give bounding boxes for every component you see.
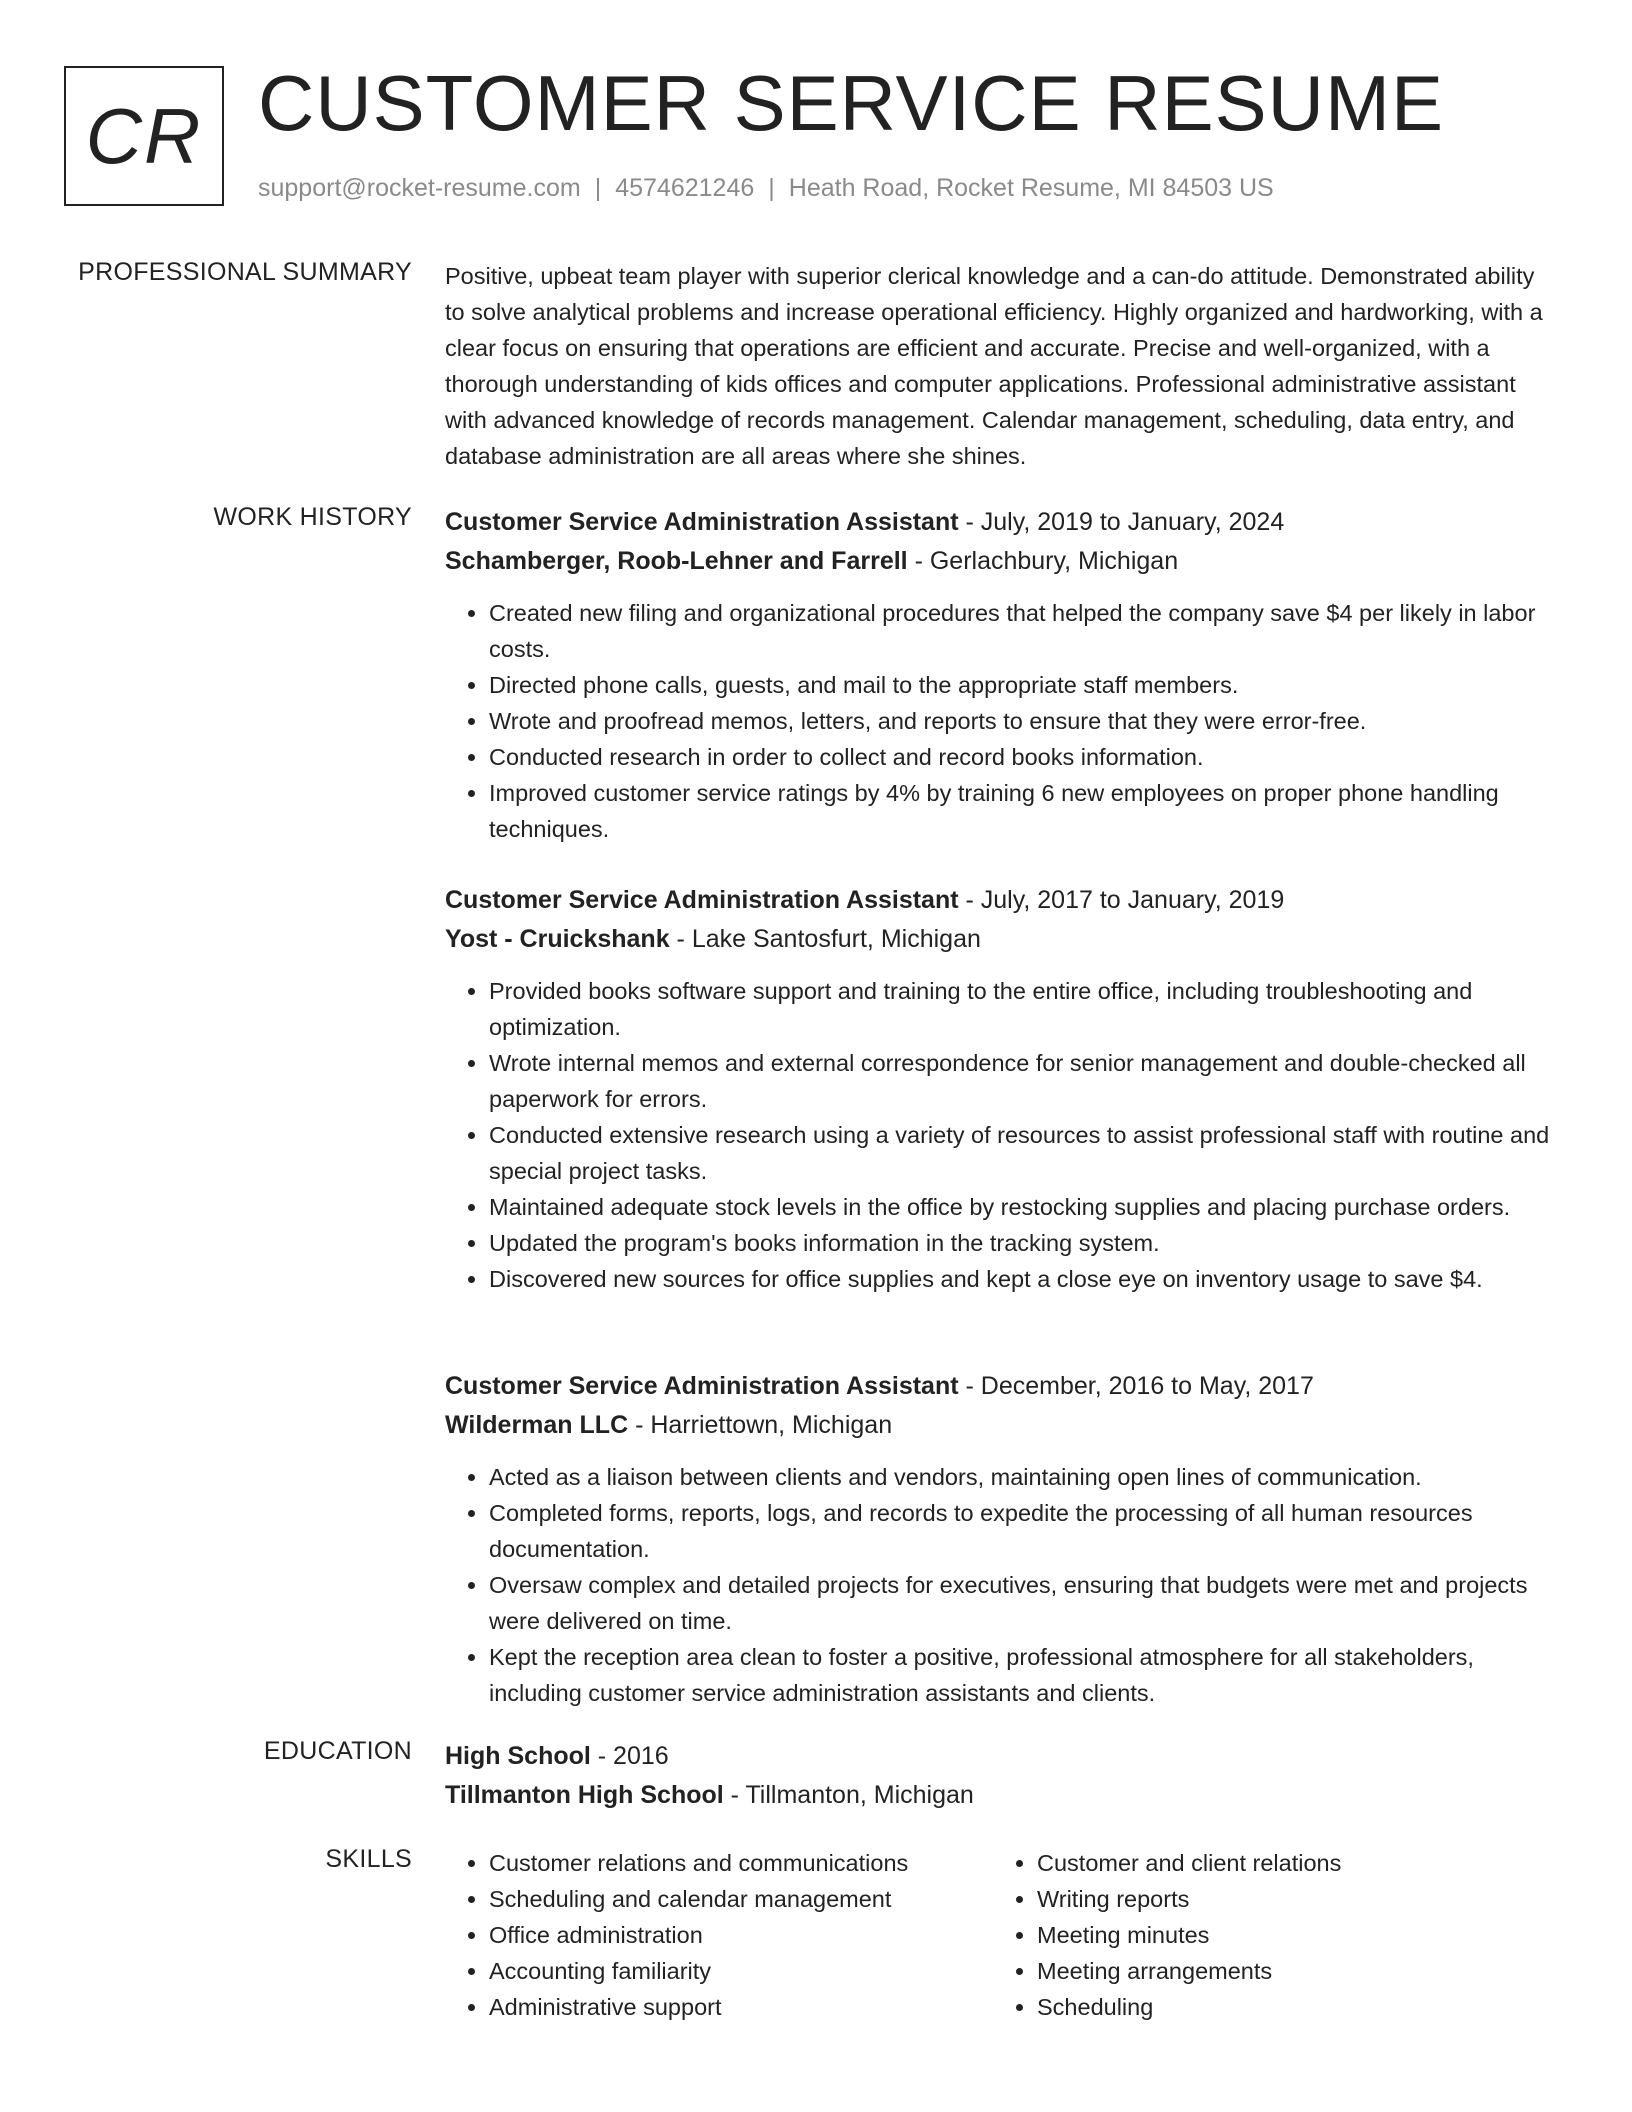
education-school-line: [445, 1776, 1555, 1815]
education-degree: High School: [445, 1742, 591, 1770]
job-title-line: [445, 503, 1555, 542]
skills-column-left: [445, 1845, 993, 2025]
section-heading: SKILLS: [325, 1845, 412, 1873]
job-bullet: • Conducted research in order to collect and record books information.: [489, 739, 1555, 775]
skill-item: • Meeting minutes: [1037, 1917, 1541, 1953]
job-bullet: • Kept the reception area clean to foster a positive, professional atmosphere for all stakeholders, including customer service administration assistants and clients.: [489, 1639, 1555, 1711]
job-bullets: [445, 973, 1555, 1297]
job-title: Customer Service Administration Assistant: [445, 508, 959, 536]
job-bullet: • Provided books software support and training to the entire office, including troubleshooting and optimization.: [489, 973, 1555, 1045]
resume-title: CUSTOMER SERVICE RESUME: [258, 59, 1444, 147]
job-bullet: • Wrote and proofread memos, letters, and reports to ensure that they were error-free.: [489, 703, 1555, 739]
education-body: [445, 1737, 1555, 1815]
job-company-line: [445, 920, 1555, 959]
contact-address: Heath Road, Rocket Resume, MI 84503 US: [788, 174, 1274, 202]
job-location: - Harriettown, Michigan: [628, 1411, 893, 1439]
job-company: Schamberger, Roob-Lehner and Farrell: [445, 547, 908, 575]
job-bullet: • Conducted extensive research using a variety of resources to assist professional staff with routine and special project tasks.: [489, 1117, 1555, 1189]
monogram-logo: CR: [64, 66, 224, 206]
section-heading: WORK HISTORY: [213, 503, 412, 531]
job-entry: [445, 1367, 1555, 1711]
job-title-line: [445, 1367, 1555, 1406]
job-company-line: [445, 542, 1555, 581]
job-bullet: • Improved customer service ratings by 4% by training 6 new employees on proper phone handling techniques.: [489, 775, 1555, 847]
job-company-line: [445, 1406, 1555, 1445]
education-location: - Tillmanton, Michigan: [723, 1781, 974, 1809]
job-title: Customer Service Administration Assistant: [445, 886, 959, 914]
job-bullet: • Discovered new sources for office supplies and kept a close eye on inventory usage to save $4.: [489, 1261, 1555, 1297]
contact-separator: |: [768, 174, 775, 202]
job-bullet: • Completed forms, reports, logs, and records to expedite the processing of all human resources documentation.: [489, 1495, 1555, 1567]
skill-item: • Office administration: [489, 1917, 993, 1953]
education-year: - 2016: [590, 1742, 669, 1770]
job-company: Yost - Cruickshank: [445, 925, 670, 953]
section-heading: PROFESSIONAL SUMMARY: [78, 258, 412, 286]
skill-item: • Writing reports: [1037, 1881, 1541, 1917]
job-title-line: [445, 881, 1555, 920]
education-degree-line: [445, 1737, 1555, 1776]
skill-item: • Accounting familiarity: [489, 1953, 993, 1989]
job-bullet: • Created new filing and organizational procedures that helped the company save $4 per likely in labor costs.: [489, 595, 1555, 667]
skills-column-right: [993, 1845, 1541, 2025]
job-bullets: [445, 1459, 1555, 1711]
skill-item: • Scheduling and calendar management: [489, 1881, 993, 1917]
skill-item: • Meeting arrangements: [1037, 1953, 1541, 1989]
job-bullets: [445, 595, 1555, 847]
job-bullet: • Maintained adequate stock levels in the office by restocking supplies and placing purchase orders.: [489, 1189, 1555, 1225]
contact-phone: 4574621246: [615, 174, 755, 202]
education-school: Tillmanton High School: [445, 1781, 724, 1809]
job-dates: - July, 2019 to January, 2024: [958, 508, 1285, 536]
job-bullet: • Acted as a liaison between clients and vendors, maintaining open lines of communication.: [489, 1459, 1555, 1495]
contact-line: [258, 174, 1274, 203]
job-title: Customer Service Administration Assistant: [445, 1372, 959, 1400]
job-entry: [445, 503, 1555, 865]
job-bullet: • Wrote internal memos and external correspondence for senior management and double-checked all paperwork for errors.: [489, 1045, 1555, 1117]
contact-separator: |: [594, 174, 602, 202]
skill-item: • Administrative support: [489, 1989, 993, 2025]
job-company: Wilderman LLC: [445, 1411, 629, 1439]
skill-item: • Scheduling: [1037, 1989, 1541, 2025]
section-heading: EDUCATION: [263, 1737, 412, 1765]
job-location: - Gerlachbury, Michigan: [907, 547, 1179, 575]
summary-text: Positive, upbeat team player with superior clerical knowledge and a can-do attitude. Demonstrated ability to solve analytical problems and increase operational efficiency. Highly organized and hardworking, with a clear focus on ensuring that operations are efficient and accurate. Precise and well-organized, with a thorough understanding of kids offices and computer applications. Professional administrative assistant with advanced knowledge of records management. Calendar management, scheduling, data entry, and database administration are all areas where she shines.: [445, 263, 1543, 469]
job-location: - Lake Santosfurt, Michigan: [669, 925, 981, 953]
skill-item: • Customer relations and communications: [489, 1845, 993, 1881]
skills-body: [445, 1845, 1555, 2025]
skill-item: • Customer and client relations: [1037, 1845, 1541, 1881]
work-history-body: [445, 503, 1555, 1727]
contact-email: support@rocket-resume.com: [258, 174, 581, 202]
job-bullet: • Oversaw complex and detailed projects for executives, ensuring that budgets were met and projects were delivered on time.: [489, 1567, 1555, 1639]
job-dates: - July, 2017 to January, 2019: [958, 886, 1285, 914]
job-bullet: • Updated the program's books information in the tracking system.: [489, 1225, 1555, 1261]
job-dates: - December, 2016 to May, 2017: [958, 1372, 1314, 1400]
job-bullet: • Directed phone calls, guests, and mail to the appropriate staff members.: [489, 667, 1555, 703]
summary-body: [445, 258, 1555, 474]
job-entry: [445, 881, 1555, 1351]
